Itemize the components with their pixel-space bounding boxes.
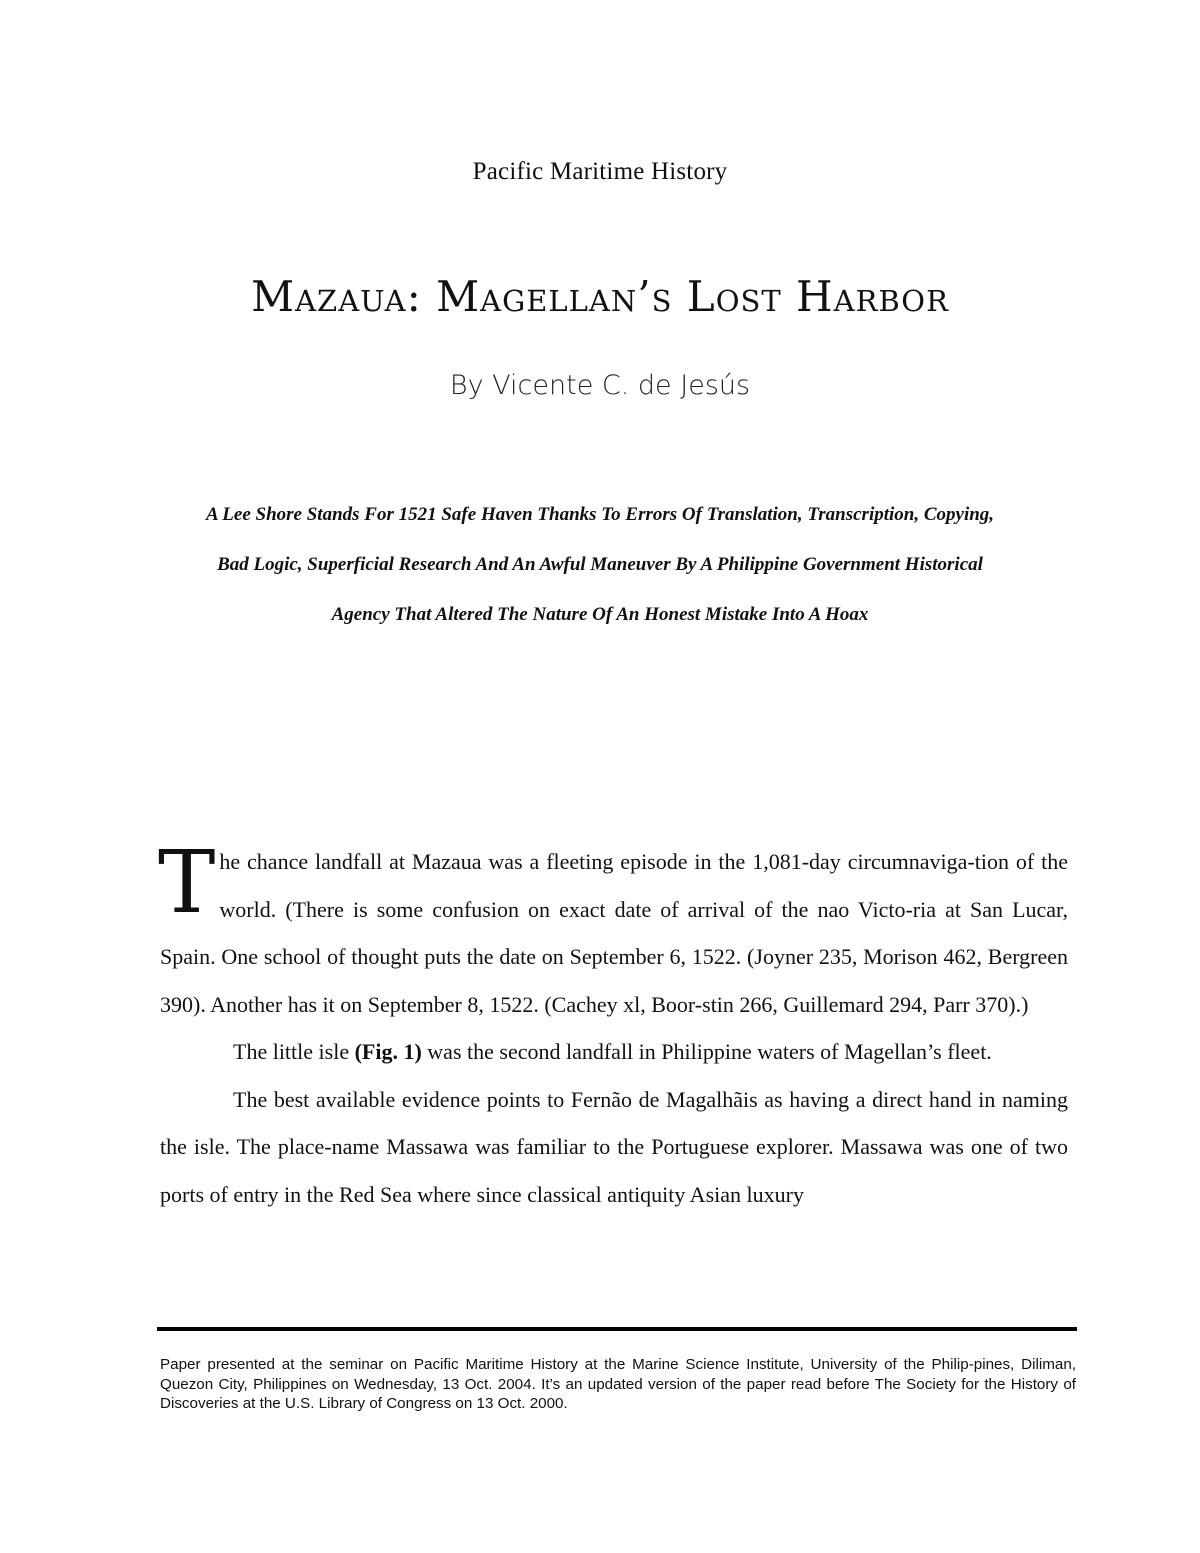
subtitle-line-3: Agency That Altered The Nature Of An Honest Mistake Into A Hoax: [331, 604, 869, 625]
paragraph-2-text-before: The little isle: [233, 1039, 355, 1064]
author-byline: By Vicente C. de Jesús: [449, 370, 751, 401]
series-header: Pacific Maritime History: [472, 158, 728, 185]
paragraph-2-text-after: was the second landfall in Philippine waters of Magellan’s fleet.: [421, 1039, 992, 1064]
subtitle-line-1: A Lee Shore Stands For 1521 Safe Haven Thanks To Errors Of Translation, Transcription, Copying,: [205, 504, 995, 525]
page-title: Mazaua: Magellan’s Lost Harbor: [251, 272, 949, 321]
paragraph-2: [160, 1028, 1068, 1076]
body-text: [158, 833, 1068, 1218]
paragraph-3: [160, 1076, 1068, 1219]
drop-cap: T: [158, 833, 216, 933]
subtitle-line-2: Bad Logic, Superficial Research And An Awful Maneuver By A Philippine Government Historical: [217, 554, 983, 575]
footnote: Paper presented at the seminar on Pacific Maritime History at the Marine Science Institute, University of the Philip-pines, Diliman, Quezon City, Philippines on Wednesday, 13 Oct. 2004. It’s an updated version of the paper read before The Society for the History of Discoveries at the U.S. Library of Congress on 13 Oct. 2000.: [160, 1356, 1076, 1412]
subtitle: [160, 490, 1040, 640]
figure-reference: (Fig. 1): [354, 1039, 422, 1064]
paragraph-3-text: The best available evidence points to Fernão de Magalhãis as having a direct hand in naming the isle. The place-name Massawa was familiar to the Portuguese explorer. Massawa was one of two ports of entry in the Red Sea where since classical antiquity Asian luxury: [160, 1086, 1068, 1207]
footnote-divider: [157, 1327, 1077, 1331]
paragraph-1-text: he chance landfall at Mazaua was a fleeting episode in the 1,081-day circumnaviga-tion of the world. (There is some confusion on exact date of arrival of the nao Victo-ria at San Lucar, Spain. One school of thought puts the date on September 6, 1522. (Joyner 235, Morison 462, Bergreen 390). Another has it on September 8, 1522. (Cachey xl, Boor-stin 266, Guillemard 294, Parr 370).): [160, 849, 1068, 1017]
paragraph-1: [158, 833, 1068, 1028]
